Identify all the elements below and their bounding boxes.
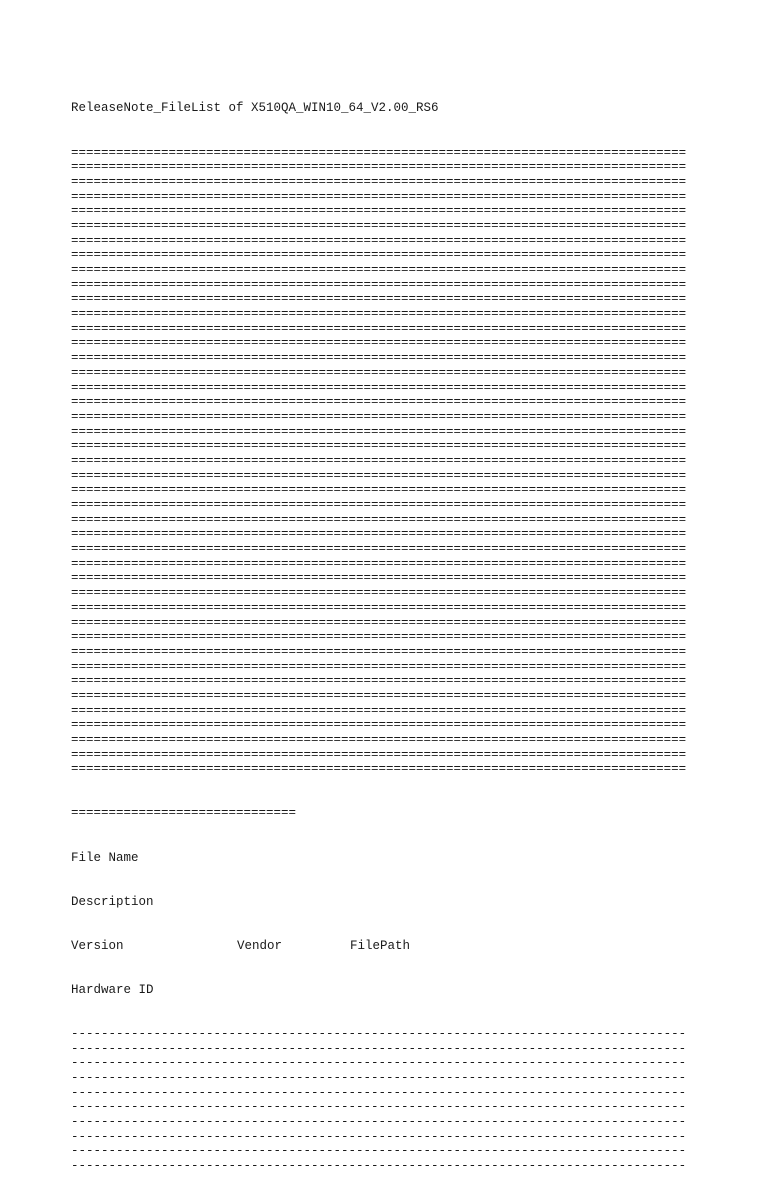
equals-separator-line: ================================================================================== <box>71 733 687 747</box>
equals-separator-line: ================================================================================== <box>71 424 687 439</box>
dash-separator-line: ---------------------------------------------------------------------------------- <box>71 1026 687 1041</box>
dash-separator-line: ---------------------------------------------------------------------------------- <box>71 1144 687 1159</box>
document-title: ReleaseNote_FileList of X510QA_WIN10_64_V2.00_RS6 <box>71 101 439 116</box>
dash-separator-line: ---------------------------------------------------------------------------------- <box>71 1041 687 1056</box>
equals-separator-line: ================================================================================== <box>71 277 687 292</box>
equals-separator-line: ================================================================================== <box>71 439 687 454</box>
equals-separator-line: ================================================================================== <box>71 351 687 366</box>
equals-separator-line: ================================================================================== <box>71 380 687 395</box>
header-filepath: FilePath <box>350 938 411 953</box>
equals-separator-line: ================================================================================== <box>71 204 687 219</box>
dash-separator-line: ---------------------------------------------------------------------------------- <box>71 1056 687 1071</box>
release-note-document <box>71 72 711 1189</box>
equals-separator-line: ================================================================================== <box>71 571 687 586</box>
equals-separator-line: ================================================================================== <box>71 453 687 468</box>
header-vendor: Vendor <box>237 938 283 953</box>
header-columns-row <box>71 939 711 954</box>
equals-separator-line: ================================================================================== <box>71 644 687 659</box>
equals-separator-line: ================================================================================== <box>71 174 687 189</box>
equals-separator-line: ================================================================================== <box>71 483 687 498</box>
equals-separator-line: ================================================================================== <box>71 233 687 248</box>
equals-separator-block <box>71 146 711 778</box>
equals-separator-line: ================================================================================== <box>71 321 687 336</box>
dash-separator-block <box>71 1027 711 1174</box>
equals-separator-short: ============================== <box>71 806 297 821</box>
equals-separator-line: ================================================================================== <box>71 409 687 424</box>
equals-separator-line: ================================================================================== <box>71 512 687 527</box>
equals-separator-line: ================================================================================== <box>71 762 687 777</box>
dash-separator-line: ---------------------------------------------------------------------------------- <box>71 1085 687 1100</box>
equals-separator-line: ================================================================================== <box>71 248 687 263</box>
dash-separator-line: ---------------------------------------------------------------------------------- <box>71 1100 687 1115</box>
equals-separator-line: ================================================================================== <box>71 556 687 571</box>
equals-separator-line: ================================================================================== <box>71 747 687 762</box>
header-hardware-id: Hardware ID <box>71 982 154 997</box>
equals-separator-line: ================================================================================== <box>71 160 687 175</box>
equals-separator-line: ================================================================================== <box>71 218 687 233</box>
dash-separator-line: ---------------------------------------------------------------------------------- <box>71 1159 687 1174</box>
dash-separator-line: ---------------------------------------------------------------------------------- <box>71 1115 687 1130</box>
header-version: Version <box>71 938 124 953</box>
equals-separator-line: ================================================================================== <box>71 586 687 601</box>
equals-separator-line: ================================================================================== <box>71 189 687 204</box>
dash-separator-line: ---------------------------------------------------------------------------------- <box>71 1129 687 1144</box>
equals-separator-line: ================================================================================== <box>71 468 687 483</box>
equals-separator-line: ================================================================================== <box>71 307 687 322</box>
equals-separator-line: ================================================================================== <box>71 395 687 410</box>
equals-separator-line: ================================================================================== <box>71 600 687 615</box>
equals-separator-line: ================================================================================== <box>71 542 687 557</box>
equals-separator-line: ================================================================================== <box>71 674 687 689</box>
equals-separator-line: ================================================================================== <box>71 527 687 542</box>
header-description: Description <box>71 894 154 909</box>
equals-separator-line: ================================================================================== <box>71 292 687 307</box>
equals-separator-line: ================================================================================== <box>71 703 687 718</box>
equals-separator-line: ================================================================================== <box>71 630 687 645</box>
equals-separator-line: ================================================================================== <box>71 498 687 512</box>
equals-separator-line: ================================================================================== <box>71 365 687 380</box>
equals-separator-line: ================================================================================== <box>71 688 687 703</box>
header-file-name: File Name <box>71 850 139 865</box>
equals-separator-line: ================================================================================== <box>71 659 687 674</box>
equals-separator-line: ================================================================================== <box>71 615 687 630</box>
dash-separator-line: ---------------------------------------------------------------------------------- <box>71 1071 687 1085</box>
equals-separator-line: ================================================================================== <box>71 263 687 277</box>
equals-separator-line: ================================================================================== <box>71 718 687 733</box>
equals-separator-line: ================================================================================== <box>71 336 687 351</box>
equals-separator-line: ================================================================================== <box>71 145 687 160</box>
